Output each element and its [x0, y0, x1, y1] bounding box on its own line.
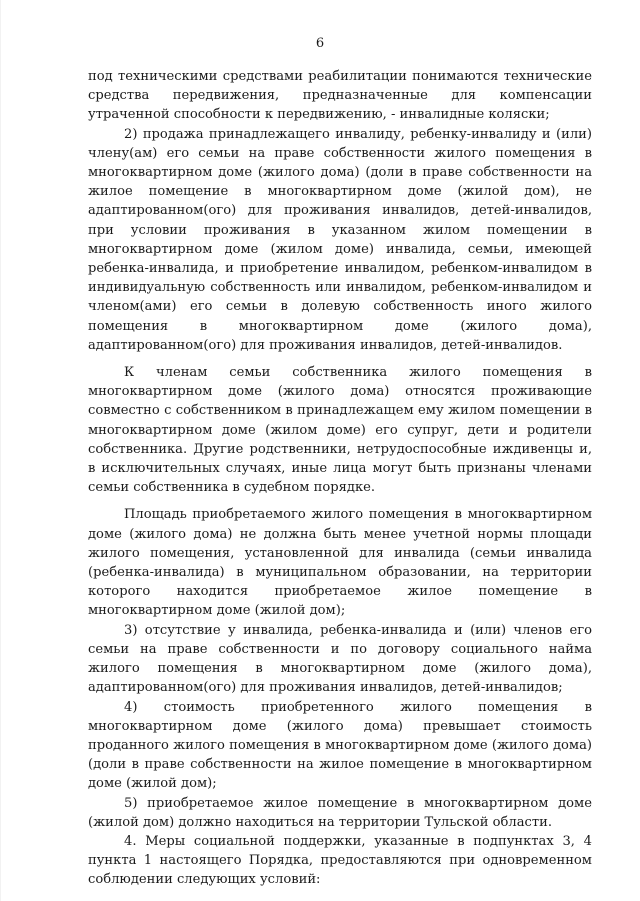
paragraph-area: Площадь приобретаемого жилого помещения в многоквартирном доме (жилого дома) не должна быть менее учетной нормы площади жилого помещения, установленной для инвалида (семьи инвалида (ребенка-инвалида) в муниципальном образовании, на территории которого находится приобретаемое жилое помещение в многоквартирном доме (жилой дом); — [88, 507, 592, 619]
paragraph-item-5: 5) приобретаемое жилое помещение в многоквартирном доме (жилой дом) должно находиться на территории Тульской области. — [88, 795, 592, 830]
paragraph-point-4: 4. Меры социальной поддержки, указанные в подпунктах 3, 4 пункта 1 настоящего Порядка, предоставляются при одновременном соблюдении следующих условий: — [88, 833, 592, 888]
paragraph-item-4: 4) стоимость приобретенного жилого помещения в многоквартирном доме (жилого дома) превышает стоимость проданного жилого помещения в многоквартирном доме (жилого дома) (доли в праве собственности на жилое помещение в многоквартирном доме (жилой дом); — [88, 699, 592, 792]
paragraph-family-members: К членам семьи собственника жилого помещения в многоквартирном доме (жилого дома) относятся проживающие совместно с собственником в принадлежащем ему жилом помещении в многоквартирном доме (жилом доме) его супруг, дети и родители собственника. Другие родственники, нетрудоспособные иждивенцы и, в исключительных случаях, иные лица могут быть признаны членами семьи собственника в судебном порядке. — [88, 365, 592, 496]
paragraph-item-3: 3) отсутствие у инвалида, ребенка-инвалида и (или) членов его семьи на праве собственности и по договору социального найма жилого помещения в многоквартирном доме (жилого дома), адаптированном(ого) для проживания инвалидов, детей-инвалидов; — [88, 622, 592, 696]
paragraph-continuation: под техническими средствами реабилитации понимаются технические средства передвижения, предназначенные для компенсации утраченной способности к передвижению, - инвалидные коляски; — [88, 69, 592, 123]
page-number: 6 — [315, 36, 325, 51]
document-body — [88, 67, 592, 890]
paragraph-item-2: 2) продажа принадлежащего инвалиду, ребенку-инвалиду и (или) члену(ам) его семьи на праве собственности жилого помещения в многоквартирном доме (жилого дома) (доли в праве собственности на жилое помещение в многоквартирном доме (жилой дом), не адаптированном(ого) для проживания инвалидов, детей-инвалидов, при условии проживания в указанном жилом помещении в многоквартирном доме (жилом доме) инвалида, семьи, имеющей ребенка-инвалида, и приобретение инвалидом, ребенком-инвалидом в индивидуальную собственность или инвалидом, ребенком-инвалидом и членом(ами) его семьи в долевую собственность иного жилого помещения в многоквартирном доме (жилого дома), адаптированном(ого) для проживания инвалидов, детей-инвалидов. — [88, 126, 592, 353]
